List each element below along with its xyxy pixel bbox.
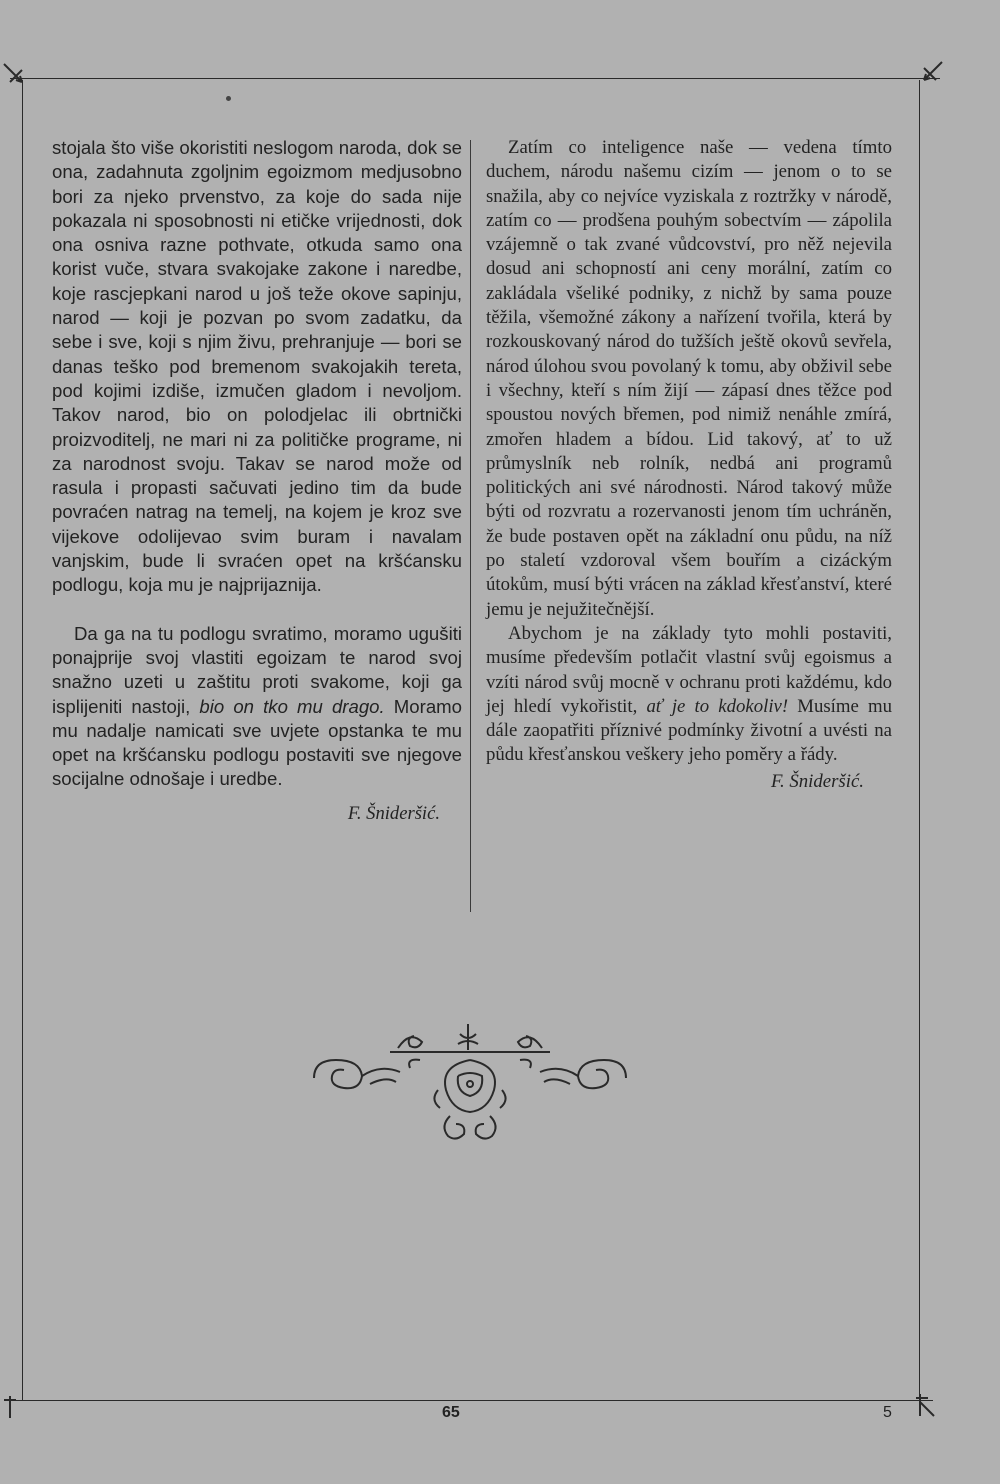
left-column xyxy=(52,136,462,826)
decorative-scroll-ornament-icon xyxy=(300,1020,640,1150)
ink-speck xyxy=(226,96,231,101)
left-paragraph-2-text-b: Moramo mu nadalje namicati sve uvjete opstanka te mu opet na kršćansku podlogu postaviti sve njegove socijalne odnošaje i uredbe. xyxy=(52,695,462,790)
page-number-right: 5 xyxy=(883,1404,892,1421)
right-paragraph-2 xyxy=(486,622,892,768)
corner-ornament-bottom-right-icon xyxy=(912,1390,940,1418)
top-rule xyxy=(10,78,940,79)
corner-ornament-top-right-icon xyxy=(918,58,946,86)
corner-ornament-top-left-icon xyxy=(0,60,28,88)
right-paragraph-1: Zatím co inteligence naše — vedena tímto duchem, národu našemu cizím — jenom o to se snažila, aby co nejvíce vyziskala z roztržky v národě, zatím co — prodšena pouhým sobectvím — zápolila vzájemně o tak zvané vůdcovství, pro něž nejevila dosud ani schopností ani ceny morální, zatím co zakládala všeliké podniky, z nichž by sama pouze těžila, všemožné zákony a nařízení tvořila, která by rozkouskovaný národ do tužších ještě okovů sevřela, národ úlohou svou povolaný k tomu, aby obživil sebe i všechny, kteří s ním žijí — zápasí dnes těžce pod spoustou nových břemen, pod nimiž nenáhle zmírá, zmořen hladem a bídou. Lid takový, ať to už průmyslník neb rolník, nedbá ani programů politických ani své národnosti. Národ takový může býti od rozvratu a rozervanosti jenom tím uchráněn, že bude postaven opět na základní onu půdu, na níž po staletí vzdoroval všem bouřím a cizáckým útokům, musí býti vrácen na základ křesťanství, které jemu je nejužitečnější. xyxy=(486,137,892,620)
right-paragraph-2-text-b: Musíme mu dále zaopatřiti příznivé podmínky životní a uvésti na půdu křesťanskou veškery jeho poměry a řády. xyxy=(486,695,892,766)
left-paragraph-1: stojala što više okoristiti neslogom naroda, dok se ona, zadahnuta zgoljnim egoizmom medjusobno bori za njeko prvenstvo, za koje do sada nije pokazala ni sposobnosti ni etičke vrijednosti, dok ona osniva razne pothvate, otkuda samo ona korist vuče, stvara svakojake zakone i naredbe, koje rascjepkani narod u još teže okove sapinju, narod — koji je pozvan po svom zadatku, da sebe i sve, koji s njim živu, prehranjuje — bori se danas teško pod bremenom svakojakih tereta, pod kojimi izdiše, izmučen gladom i nevoljom. Takov narod, bio on polodjelac ili obrtnički proizvoditelj, ne mari ni za političke programe, ni za narodnost svoju. Takav se narod može od rasula i propasti sačuvati jedino tim da bude povraćen natrag na temelj, na kojem je kroz sve vijekove odolijevao svim buram i navalam vanjskim, bude li svraćen opet na kršćansku podlogu, koja mu je najprijaznija. xyxy=(52,137,462,596)
right-paragraph-2-text-a: Abychom je na základy tyto mohli postaviti, musíme především potlačit vlastní svůj egoismus a vzíti národ svůj mocně v ochranu proti každému, kdo jej hledí vykořistit, xyxy=(486,622,892,717)
left-paragraph-2 xyxy=(52,622,462,792)
right-column xyxy=(486,136,892,794)
bottom-rule xyxy=(8,1400,933,1401)
corner-ornament-bottom-left-icon xyxy=(0,1392,28,1420)
right-signature: F. Šnideršić. xyxy=(770,770,864,792)
column-divider xyxy=(470,140,471,912)
right-paragraph-2-italic: ať je to kdokoliv! xyxy=(646,695,789,717)
page-number-center: 65 xyxy=(442,1404,460,1421)
left-paragraph-2-text-a: Da ga na tu podlogu svratimo, moramo ugušiti ponajprije svoj vlastiti egoizam te narod svoj snažno uzeti u zaštitu proti svakome, koji ga isplijeniti nastoji, xyxy=(52,622,462,717)
left-paragraph-2-italic: bio on tko mu drago. xyxy=(199,695,385,717)
left-signature: F. Šnideršić. xyxy=(347,802,440,824)
